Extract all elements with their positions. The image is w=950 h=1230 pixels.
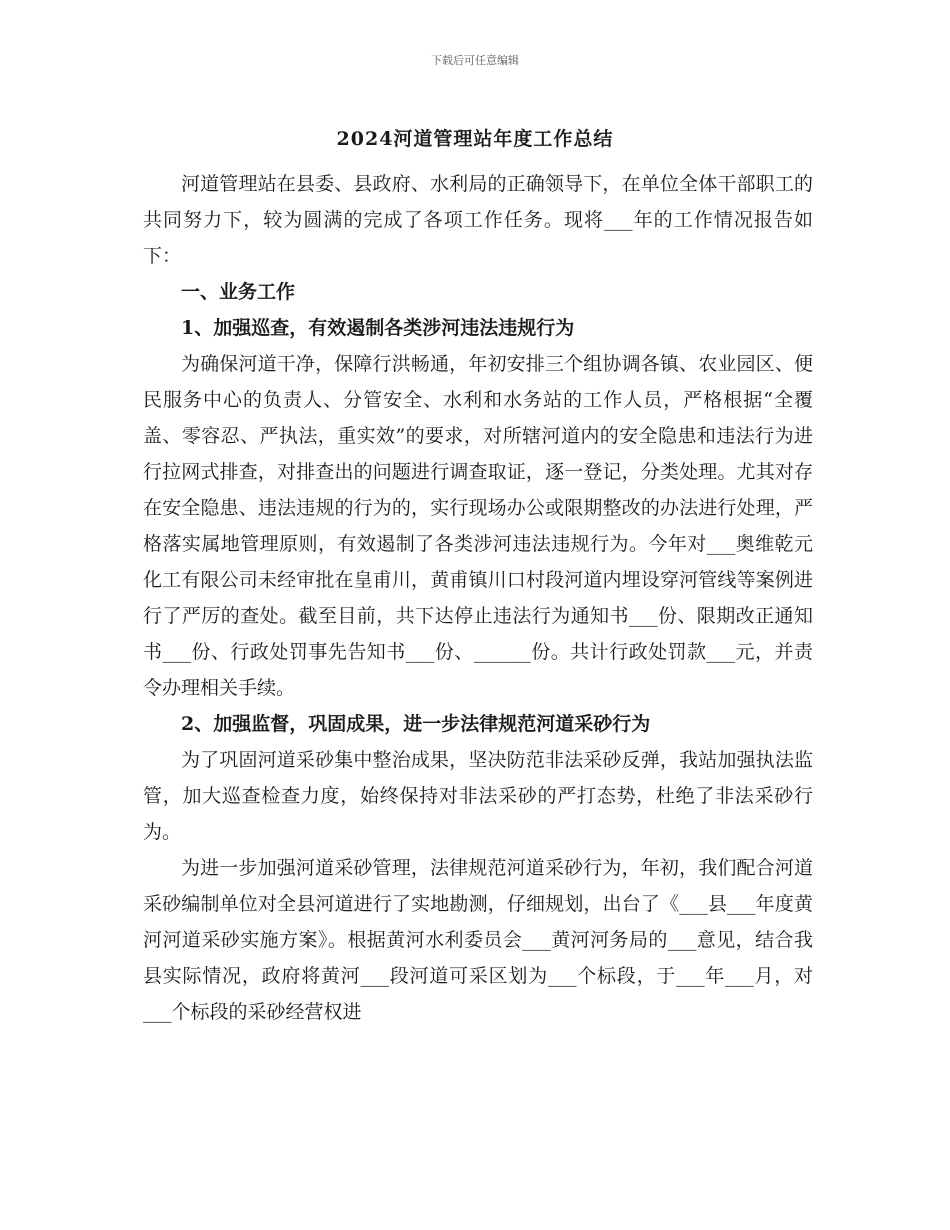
section-heading: 一、业务工作	[181, 281, 296, 303]
document-title: 2024河道管理站年度工作总结	[336, 128, 614, 150]
document-body	[143, 166, 813, 1030]
body-paragraph: 为了巩固河道采砂集中整治成果，坚决防范非法采砂反弹，我站加强执法监管，加大巡查检查力度，始终保持对非法采砂的严打态势，杜绝了非法采砂行为。	[143, 749, 813, 843]
body-paragraph: 为确保河道干净，保障行洪畅通，年初安排三个组协调各镇、农业园区、便民服务中心的负责人、分管安全、水利和水务站的工作人员，严格根据“全覆盖、零容忍、严执法，重实效”的要求，对所辖河道内的安全隐患和违法行为进行拉网式排查，对排查出的问题进行调查取证，逐一登记，分类处理。尤其对存在安全隐患、违法违规的行为的，实行现场办公或限期整改的办法进行处理，严格落实属地管理原则，有效遏制了各类涉河违法违规行为。今年对___奥维乾元化工有限公司未经审批在皇甫川，黄甫镇川口村段河道内埋设穿河管线等案例进行了严厉的查处。截至目前，共下达停止违法行为通知书___份、限期改正通知书___份、行政处罚事先告知书___份、______份。共计行政处罚款___元，并责令办理相关手续。	[143, 353, 813, 699]
subsection-heading: 1、加强巡查，有效遏制各类涉河违法违规行为	[181, 317, 575, 339]
subsection-heading: 2、加强监督，巩固成果，进一步法律规范河道采砂行为	[181, 713, 651, 735]
intro-paragraph: 河道管理站在县委、县政府、水利局的正确领导下，在单位全体干部职工的共同努力下，较为圆满的完成了各项工作任务。现将___年的工作情况报告如下：	[143, 173, 813, 267]
page-header: 下载后可任意编辑	[431, 54, 519, 67]
body-paragraph: 为进一步加强河道采砂管理，法律规范河道采砂行为，年初，我们配合河道采砂编制单位对全县河道进行了实地勘测，仔细规划，出台了《___县___年度黄河河道采砂实施方案》。根据黄河水利委员会___黄河河务局的___意见，结合我县实际情况，政府将黄河___段河道可采区划为___个标段，于___年___月，对___个标段的采砂经营权进	[143, 857, 813, 1023]
